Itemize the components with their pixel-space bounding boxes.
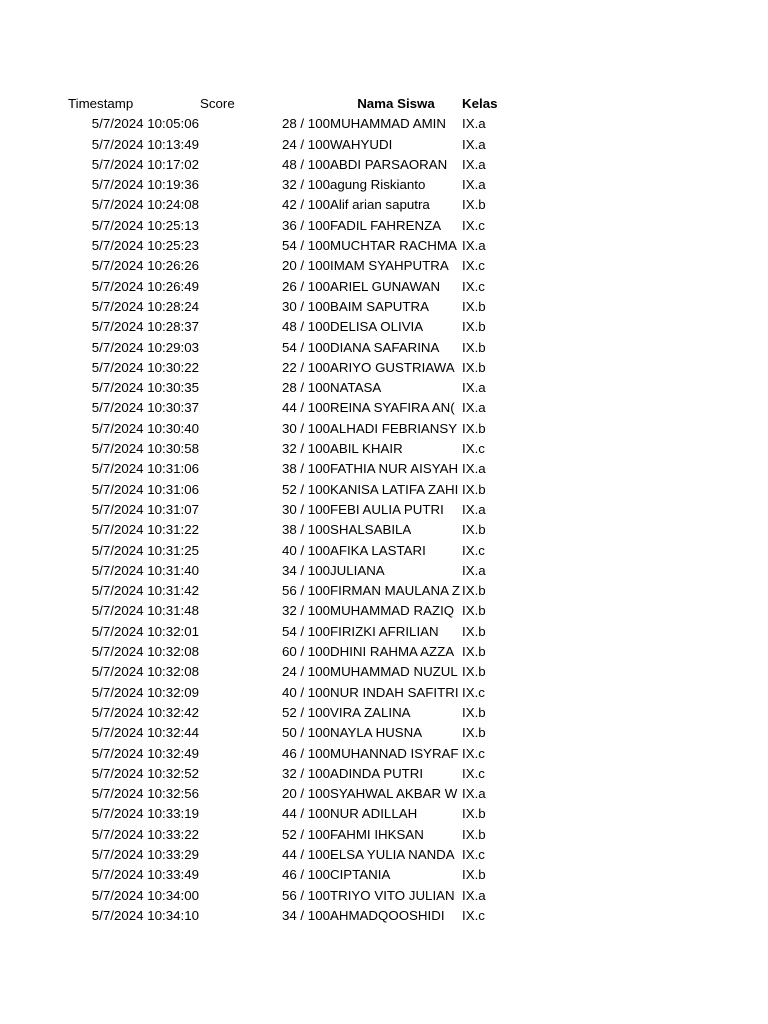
cell-nama-siswa: MUHANNAD ISYRAF (330, 745, 459, 761)
cell-timestamp: 5/7/2024 10:28:24 (91, 298, 199, 314)
cell-nama-siswa: KANISA LATIFA ZAHI (330, 481, 459, 497)
table-row (68, 541, 508, 561)
cell-timestamp: 5/7/2024 10:32:01 (91, 623, 199, 639)
cell-kelas: IX.a (462, 786, 486, 802)
table-row (68, 297, 508, 317)
cell-kelas: IX.c (462, 441, 485, 457)
cell-nama-siswa: ABDI PARSAORAN (330, 156, 448, 172)
cell-nama-siswa: FIRMAN MAULANA Z (330, 583, 461, 599)
cell-score: 40 / 100 (281, 542, 330, 558)
header-score (199, 94, 330, 114)
cell-nama-siswa: ADINDA PUTRI (330, 765, 424, 781)
cell-kelas: IX.a (462, 887, 486, 903)
cell-kelas: IX.a (462, 562, 486, 578)
cell-timestamp: 5/7/2024 10:31:07 (91, 501, 199, 517)
cell-timestamp: 5/7/2024 10:31:48 (91, 603, 199, 619)
cell-timestamp: 5/7/2024 10:28:37 (91, 319, 199, 335)
cell-nama-siswa: FIRIZKI AFRILIAN (330, 623, 439, 639)
cell-score: 38 / 100 (281, 522, 330, 538)
cell-nama-siswa: REINA SYAFIRA AN( (330, 400, 455, 416)
cell-kelas: IX.b (462, 319, 486, 335)
cell-kelas: IX.b (462, 806, 486, 822)
cell-timestamp: 5/7/2024 10:32:52 (91, 765, 199, 781)
cell-score: 46 / 100 (281, 867, 330, 883)
cell-nama-siswa: DELISA OLIVIA (330, 319, 424, 335)
cell-kelas: IX.b (462, 197, 486, 213)
cell-nama-siswa: FEBI AULIA PUTRI (330, 501, 444, 517)
cell-kelas: IX.c (462, 684, 485, 700)
cell-nama-siswa: IMAM SYAHPUTRA (330, 258, 449, 274)
cell-nama-siswa: AFIKA LASTARI (330, 542, 426, 558)
cell-kelas: IX.c (462, 542, 485, 558)
cell-kelas: IX.b (462, 623, 486, 639)
table-row (68, 338, 508, 358)
cell-score: 46 / 100 (281, 745, 330, 761)
cell-nama-siswa: MUHAMMAD RAZIQ (330, 603, 455, 619)
cell-timestamp: 5/7/2024 10:33:49 (91, 867, 199, 883)
cell-nama-siswa: WAHYUDI (330, 136, 393, 152)
cell-timestamp: 5/7/2024 10:33:29 (91, 846, 199, 862)
table-row (68, 561, 508, 581)
table-row (68, 804, 508, 824)
cell-score: 60 / 100 (281, 644, 330, 660)
cell-timestamp: 5/7/2024 10:31:42 (91, 583, 199, 599)
cell-score: 26 / 100 (281, 278, 330, 294)
cell-score: 56 / 100 (281, 583, 330, 599)
cell-nama-siswa: MUCHTAR RACHMA (330, 238, 457, 254)
cell-kelas: IX.a (462, 380, 486, 396)
cell-kelas: IX.b (462, 583, 486, 599)
cell-nama-siswa: JULIANA (330, 562, 385, 578)
cell-nama-siswa: ABIL KHAIR (330, 441, 403, 457)
cell-timestamp: 5/7/2024 10:13:49 (91, 136, 199, 152)
table-row (68, 662, 508, 682)
cell-score: 56 / 100 (281, 887, 330, 903)
table-row (68, 784, 508, 804)
header-score-label: Score (200, 96, 235, 111)
cell-timestamp: 5/7/2024 10:24:08 (91, 197, 199, 213)
cell-score: 32 / 100 (281, 177, 330, 193)
cell-score: 24 / 100 (281, 664, 330, 680)
cell-score: 22 / 100 (281, 359, 330, 375)
table-row (68, 906, 508, 926)
cell-nama-siswa: SYAHWAL AKBAR W (330, 786, 458, 802)
cell-kelas: IX.b (462, 481, 486, 497)
cell-kelas: IX.b (462, 867, 486, 883)
cell-nama-siswa: TRIYO VITO JULIAN (330, 887, 455, 903)
cell-kelas: IX.c (462, 745, 485, 761)
cell-kelas: IX.c (462, 258, 485, 274)
cell-nama-siswa: MUHAMMAD AMIN (330, 116, 446, 132)
cell-score: 44 / 100 (281, 806, 330, 822)
cell-kelas: IX.a (462, 238, 486, 254)
table-row (68, 581, 508, 601)
cell-kelas: IX.a (462, 116, 486, 132)
cell-kelas: IX.b (462, 826, 486, 842)
cell-score: 48 / 100 (281, 156, 330, 172)
table-row (68, 601, 508, 621)
table-row (68, 419, 508, 439)
table-row (68, 195, 508, 215)
cell-timestamp: 5/7/2024 10:32:42 (91, 704, 199, 720)
cell-kelas: IX.b (462, 359, 486, 375)
cell-kelas: IX.b (462, 420, 486, 436)
cell-timestamp: 5/7/2024 10:32:56 (91, 786, 199, 802)
table-row (68, 723, 508, 743)
cell-score: 44 / 100 (281, 846, 330, 862)
cell-score: 24 / 100 (281, 136, 330, 152)
table-row (68, 459, 508, 479)
cell-kelas: IX.b (462, 725, 486, 741)
cell-score: 52 / 100 (281, 826, 330, 842)
cell-kelas: IX.a (462, 400, 486, 416)
cell-nama-siswa: NUR INDAH SAFITRI (330, 684, 459, 700)
cell-nama-siswa: DIANA SAFARINA (330, 339, 440, 355)
cell-score: 30 / 100 (281, 298, 330, 314)
cell-kelas: IX.b (462, 664, 486, 680)
cell-score: 34 / 100 (281, 907, 330, 923)
cell-kelas: IX.c (462, 846, 485, 862)
cell-score: 48 / 100 (281, 319, 330, 335)
cell-score: 20 / 100 (281, 258, 330, 274)
table-row (68, 175, 508, 195)
header-timestamp: Timestamp (68, 96, 134, 111)
table-row (68, 845, 508, 865)
cell-timestamp: 5/7/2024 10:05:06 (91, 116, 199, 132)
cell-timestamp: 5/7/2024 10:34:10 (91, 907, 199, 923)
header-kelas: Kelas (462, 96, 498, 111)
cell-timestamp: 5/7/2024 10:31:25 (91, 542, 199, 558)
cell-nama-siswa: FAHMI IHKSAN (330, 826, 424, 842)
cell-nama-siswa: FADIL FAHRENZA (330, 217, 442, 233)
table-row (68, 135, 508, 155)
table-row (68, 378, 508, 398)
table-row (68, 865, 508, 885)
table-row (68, 622, 508, 642)
cell-score: 32 / 100 (281, 603, 330, 619)
cell-timestamp: 5/7/2024 10:32:08 (91, 644, 199, 660)
cell-nama-siswa: CIPTANIA (330, 867, 391, 883)
cell-timestamp: 5/7/2024 10:30:40 (91, 420, 199, 436)
cell-timestamp: 5/7/2024 10:26:49 (91, 278, 199, 294)
header-row (68, 94, 508, 114)
cell-timestamp: 5/7/2024 10:33:19 (91, 806, 199, 822)
cell-nama-siswa: MUHAMMAD NUZUL (330, 664, 458, 680)
cell-timestamp: 5/7/2024 10:31:06 (91, 461, 199, 477)
table-row (68, 216, 508, 236)
table-row (68, 277, 508, 297)
cell-nama-siswa: ELSA YULIA NANDA (330, 846, 455, 862)
table-row (68, 256, 508, 276)
table-row (68, 480, 508, 500)
cell-nama-siswa: DHINI RAHMA AZZA (330, 644, 455, 660)
cell-kelas: IX.c (462, 907, 485, 923)
cell-nama-siswa: NAYLA HUSNA (330, 725, 423, 741)
cell-score: 50 / 100 (281, 725, 330, 741)
cell-kelas: IX.b (462, 522, 486, 538)
cell-timestamp: 5/7/2024 10:30:37 (91, 400, 199, 416)
cell-timestamp: 5/7/2024 10:32:09 (91, 684, 199, 700)
cell-kelas: IX.c (462, 217, 485, 233)
table-row (68, 744, 508, 764)
cell-score: 20 / 100 (281, 786, 330, 802)
cell-kelas: IX.a (462, 156, 486, 172)
cell-nama-siswa: VIRA ZALINA (330, 704, 411, 720)
cell-score: 54 / 100 (281, 238, 330, 254)
table-row (68, 155, 508, 175)
cell-score: 42 / 100 (281, 197, 330, 213)
cell-timestamp: 5/7/2024 10:30:58 (91, 441, 199, 457)
cell-score: 28 / 100 (281, 116, 330, 132)
cell-nama-siswa: ARIYO GUSTRIAWA (330, 359, 455, 375)
table-row (68, 317, 508, 337)
table-row (68, 398, 508, 418)
table-row (68, 764, 508, 784)
table-body (68, 114, 508, 926)
cell-timestamp: 5/7/2024 10:19:36 (91, 177, 199, 193)
cell-timestamp: 5/7/2024 10:31:40 (91, 562, 199, 578)
cell-nama-siswa: NUR ADILLAH (330, 806, 418, 822)
cell-score: 32 / 100 (281, 765, 330, 781)
cell-timestamp: 5/7/2024 10:25:13 (91, 217, 199, 233)
cell-score: 28 / 100 (281, 380, 330, 396)
table-row (68, 825, 508, 845)
header-nama-siswa: Nama Siswa (357, 96, 435, 111)
cell-score: 40 / 100 (281, 684, 330, 700)
cell-timestamp: 5/7/2024 10:31:22 (91, 522, 199, 538)
cell-timestamp: 5/7/2024 10:26:26 (91, 258, 199, 274)
cell-nama-siswa: Alif arian saputra (330, 197, 430, 213)
cell-nama-siswa: BAIM SAPUTRA (330, 298, 430, 314)
cell-kelas: IX.b (462, 704, 486, 720)
table-row (68, 358, 508, 378)
cell-score: 30 / 100 (281, 501, 330, 517)
cell-kelas: IX.a (462, 501, 486, 517)
cell-nama-siswa: FATHIA NUR AISYAH (330, 461, 459, 477)
cell-kelas: IX.b (462, 298, 486, 314)
cell-timestamp: 5/7/2024 10:34:00 (91, 887, 199, 903)
table-row (68, 642, 508, 662)
cell-score: 54 / 100 (281, 339, 330, 355)
cell-nama-siswa: ALHADI FEBRIANSY (330, 420, 458, 436)
cell-timestamp: 5/7/2024 10:33:22 (91, 826, 199, 842)
table-row (68, 114, 508, 134)
cell-kelas: IX.a (462, 136, 486, 152)
cell-score: 44 / 100 (281, 400, 330, 416)
cell-kelas: IX.a (462, 177, 486, 193)
cell-kelas: IX.b (462, 339, 486, 355)
cell-nama-siswa: AHMADQOOSHIDI (330, 907, 445, 923)
table-row (68, 500, 508, 520)
cell-score: 54 / 100 (281, 623, 330, 639)
cell-nama-siswa: ARIEL GUNAWAN (330, 278, 441, 294)
table-row (68, 886, 508, 906)
cell-kelas: IX.b (462, 644, 486, 660)
cell-timestamp: 5/7/2024 10:25:23 (91, 238, 199, 254)
cell-timestamp: 5/7/2024 10:31:06 (91, 481, 199, 497)
cell-score: 30 / 100 (281, 420, 330, 436)
cell-nama-siswa: NATASA (330, 380, 382, 396)
cell-timestamp: 5/7/2024 10:17:02 (91, 156, 199, 172)
cell-kelas: IX.a (462, 461, 486, 477)
cell-kelas: IX.c (462, 278, 485, 294)
cell-score: 52 / 100 (281, 481, 330, 497)
score-sheet (68, 94, 508, 926)
cell-timestamp: 5/7/2024 10:29:03 (91, 339, 199, 355)
cell-nama-siswa: SHALSABILA (330, 522, 412, 538)
table-row (68, 683, 508, 703)
cell-score: 38 / 100 (281, 461, 330, 477)
cell-timestamp: 5/7/2024 10:30:35 (91, 380, 199, 396)
cell-timestamp: 5/7/2024 10:32:49 (91, 745, 199, 761)
cell-score: 32 / 100 (281, 441, 330, 457)
cell-timestamp: 5/7/2024 10:30:22 (91, 359, 199, 375)
cell-timestamp: 5/7/2024 10:32:44 (91, 725, 199, 741)
table-row (68, 520, 508, 540)
cell-kelas: IX.b (462, 603, 486, 619)
cell-kelas: IX.c (462, 765, 485, 781)
table-row (68, 439, 508, 459)
cell-nama-siswa: agung Riskianto (330, 177, 426, 193)
cell-score: 34 / 100 (281, 562, 330, 578)
cell-score: 52 / 100 (281, 704, 330, 720)
cell-score: 36 / 100 (281, 217, 330, 233)
table-row (68, 236, 508, 256)
cell-timestamp: 5/7/2024 10:32:08 (91, 664, 199, 680)
table-row (68, 703, 508, 723)
